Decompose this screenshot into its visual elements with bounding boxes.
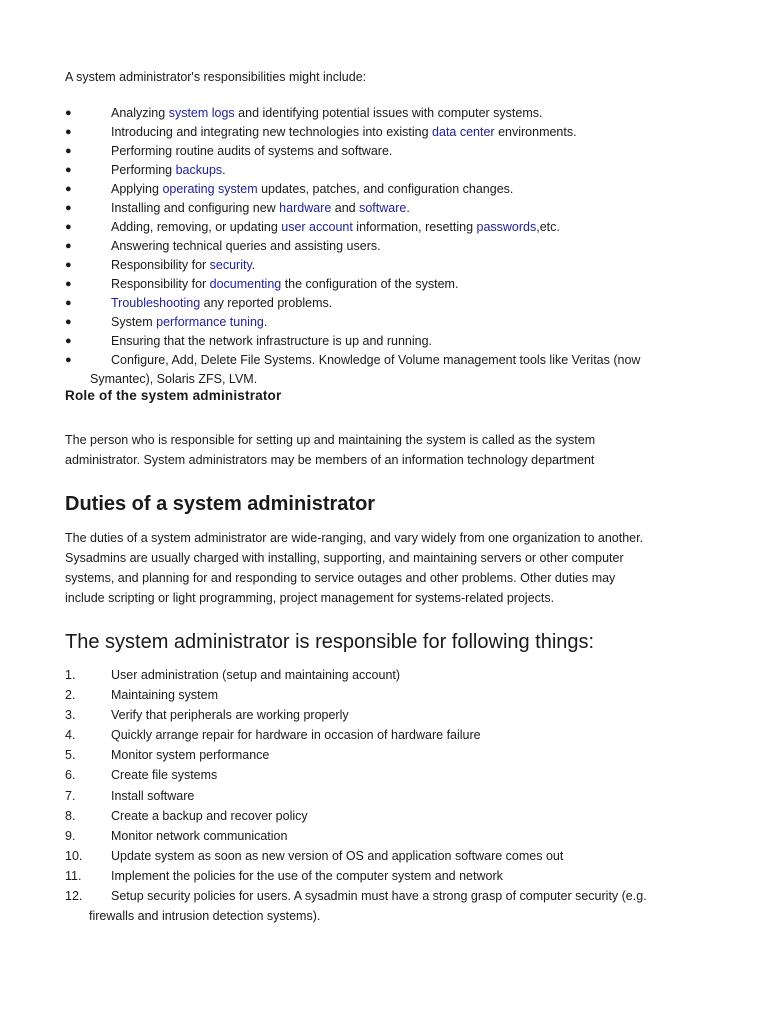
item-text: User administration (setup and maintaining account)	[111, 668, 401, 682]
bullet-text	[111, 144, 392, 158]
numbered-item	[65, 866, 705, 886]
item-text: Quickly arrange repair for hardware in occasion of hardware failure	[111, 728, 481, 743]
text-run: .	[222, 163, 226, 177]
text-run: the configuration of the system.	[281, 277, 459, 291]
inline-link[interactable]: passwords	[476, 220, 537, 234]
inline-link[interactable]: system logs	[168, 106, 235, 120]
bullet-text	[111, 296, 332, 310]
text-run: ,etc.	[536, 220, 560, 234]
item-text: Verify that peripherals are working properly	[111, 708, 349, 723]
bullet-item	[65, 199, 705, 218]
item-number: 11.	[65, 868, 82, 883]
responsibilities-numbered-list	[65, 665, 705, 926]
item-number: 2.	[65, 688, 76, 703]
text-run: updates, patches, and configuration changes.	[257, 182, 514, 196]
numbered-item	[65, 725, 705, 745]
item-number: 10.	[65, 848, 83, 863]
duties-paragraph-line: include scripting or light programming, project management for systems-related projects.	[65, 591, 555, 605]
bullet-marker: ●	[65, 126, 72, 138]
text-run: Ensuring that the network infrastructure is up and running.	[111, 334, 433, 348]
bullet-item	[65, 275, 705, 294]
bullet-text	[111, 125, 577, 139]
bullet-item	[65, 237, 705, 256]
text-run: Introducing and integrating new technologies into existing	[111, 125, 433, 139]
bullet-marker: ●	[65, 145, 72, 157]
numbered-item	[65, 806, 705, 826]
item-number: 5.	[65, 748, 76, 763]
inline-link[interactable]: security	[209, 258, 252, 272]
responsibilities-list	[65, 104, 705, 389]
inline-link[interactable]: hardware	[279, 201, 332, 215]
bullet-marker: ●	[65, 107, 72, 119]
bullet-marker: ●	[65, 316, 72, 328]
item-text: Maintaining system	[111, 688, 218, 703]
text-run: and identifying potential issues with computer systems.	[234, 106, 543, 120]
bullet-marker: ●	[65, 183, 72, 195]
inline-link[interactable]: Troubleshooting	[111, 296, 201, 310]
text-run: .	[263, 315, 268, 329]
duties-paragraph	[65, 528, 705, 608]
text-run: .	[406, 201, 410, 215]
bullet-item	[65, 256, 705, 275]
responsible-heading: The system administrator is responsible for following things:	[65, 631, 595, 653]
text-run: Installing and configuring new	[111, 201, 280, 215]
text-run: Answering technical queries and assisting users.	[111, 239, 381, 253]
item-number: 9.	[65, 828, 76, 843]
item-text: Setup security policies for users. A sysadmin must have a strong grasp of computer security (e.g.	[111, 889, 647, 904]
bullet-item	[65, 180, 705, 199]
text-run: Configure, Add, Delete File Systems. Knowledge of Volume management tools like Veritas (now	[111, 353, 641, 367]
bullet-marker: ●	[65, 297, 72, 309]
item-continuation: firewalls and intrusion detection systems).	[89, 909, 321, 924]
item-number: 8.	[65, 808, 76, 823]
bullet-marker: ●	[65, 278, 72, 290]
bullet-marker: ●	[65, 164, 72, 176]
duties-paragraph-line: Sysadmins are usually charged with installing, supporting, and maintaining servers or other computer	[65, 551, 624, 565]
duties-heading: Duties of a system administrator	[65, 493, 376, 515]
numbered-item	[65, 705, 705, 725]
item-text: Update system as soon as new version of OS and application software comes out	[111, 848, 564, 863]
text-run: Adding, removing, or updating	[111, 220, 282, 234]
inline-link[interactable]: operating system	[162, 182, 258, 196]
inline-link[interactable]: documenting	[209, 277, 282, 291]
text-run: any reported problems.	[200, 296, 333, 310]
text-run: System	[111, 315, 157, 329]
bullet-item	[65, 104, 705, 123]
bullet-item	[65, 313, 705, 332]
bullet-marker: ●	[65, 221, 72, 233]
bullet-item	[65, 294, 705, 313]
numbered-item	[65, 745, 705, 765]
bullet-continuation: Symantec), Solaris ZFS, LVM.	[90, 372, 258, 386]
text-run: Performing routine audits of systems and software.	[111, 144, 393, 158]
inline-link[interactable]: data center	[432, 125, 495, 139]
bullet-marker: ●	[65, 259, 72, 271]
bullet-item	[65, 123, 705, 142]
item-number: 1.	[65, 668, 76, 682]
text-run: .	[251, 258, 256, 272]
item-number: 3.	[65, 708, 76, 723]
bullet-text	[111, 220, 560, 234]
text-run: environments.	[494, 125, 577, 139]
numbered-item	[65, 786, 705, 806]
bullet-item	[65, 332, 705, 351]
bullet-marker: ●	[65, 354, 72, 366]
text-run: Responsibility for	[111, 277, 210, 291]
item-text: Create a backup and recover policy	[111, 808, 308, 823]
role-paragraph-line: The person who is responsible for setting up and maintaining the system is called as the system	[65, 433, 596, 447]
bullet-marker: ●	[65, 240, 72, 252]
bullet-item	[65, 351, 705, 389]
item-text: Monitor network communication	[111, 828, 288, 843]
item-text: Implement the policies for the use of the computer system and network	[111, 868, 503, 883]
bullet-item	[65, 142, 705, 161]
bullet-text	[111, 353, 640, 367]
numbered-item	[65, 846, 705, 866]
duties-paragraph-line: The duties of a system administrator are wide-ranging, and vary widely from one organization to another.	[65, 531, 644, 545]
bullet-text	[111, 182, 513, 196]
bullet-item	[65, 161, 705, 180]
text-run: Responsibility for	[111, 258, 210, 272]
item-number: 7.	[65, 788, 76, 803]
numbered-item	[65, 765, 705, 785]
bullet-text	[111, 277, 458, 291]
inline-link[interactable]: software	[359, 201, 407, 215]
bullet-text	[111, 258, 255, 272]
text-run: information, resetting	[352, 220, 477, 234]
inline-link[interactable]: user account	[281, 220, 353, 234]
bullet-marker: ●	[65, 335, 72, 347]
bullet-item	[65, 218, 705, 237]
item-number: 4.	[65, 728, 76, 743]
inline-link[interactable]: performance tuning	[156, 315, 264, 329]
bullet-text	[111, 106, 542, 120]
item-number: 6.	[65, 768, 76, 783]
duties-paragraph-line: systems, and planning for and responding to service outages and other problems. Other duties may	[65, 571, 616, 585]
text-run: Performing	[111, 163, 176, 177]
item-number: 12.	[65, 889, 83, 904]
item-text: Monitor system performance	[111, 748, 270, 763]
numbered-item	[65, 826, 705, 846]
bullet-text	[111, 239, 381, 253]
numbered-item	[65, 886, 705, 926]
numbered-item	[65, 665, 705, 685]
item-text: Install software	[111, 788, 195, 803]
intro-text: A system administrator's responsibilities might include:	[65, 70, 367, 84]
bullet-text	[111, 201, 410, 215]
item-text: Create file systems	[111, 768, 218, 783]
role-paragraph-line: administrator. System administrators may be members of an information technology department	[65, 453, 595, 467]
text-run: Analyzing	[111, 106, 169, 120]
role-paragraph	[65, 430, 705, 470]
bullet-text	[111, 334, 432, 348]
inline-link[interactable]: backups	[175, 163, 223, 177]
bullet-text	[111, 163, 226, 177]
text-run: and	[331, 201, 360, 215]
bullet-marker: ●	[65, 202, 72, 214]
role-heading: Role of the system administrator	[65, 388, 282, 403]
numbered-item	[65, 685, 705, 705]
bullet-text	[111, 315, 267, 329]
text-run: Applying	[111, 182, 163, 196]
